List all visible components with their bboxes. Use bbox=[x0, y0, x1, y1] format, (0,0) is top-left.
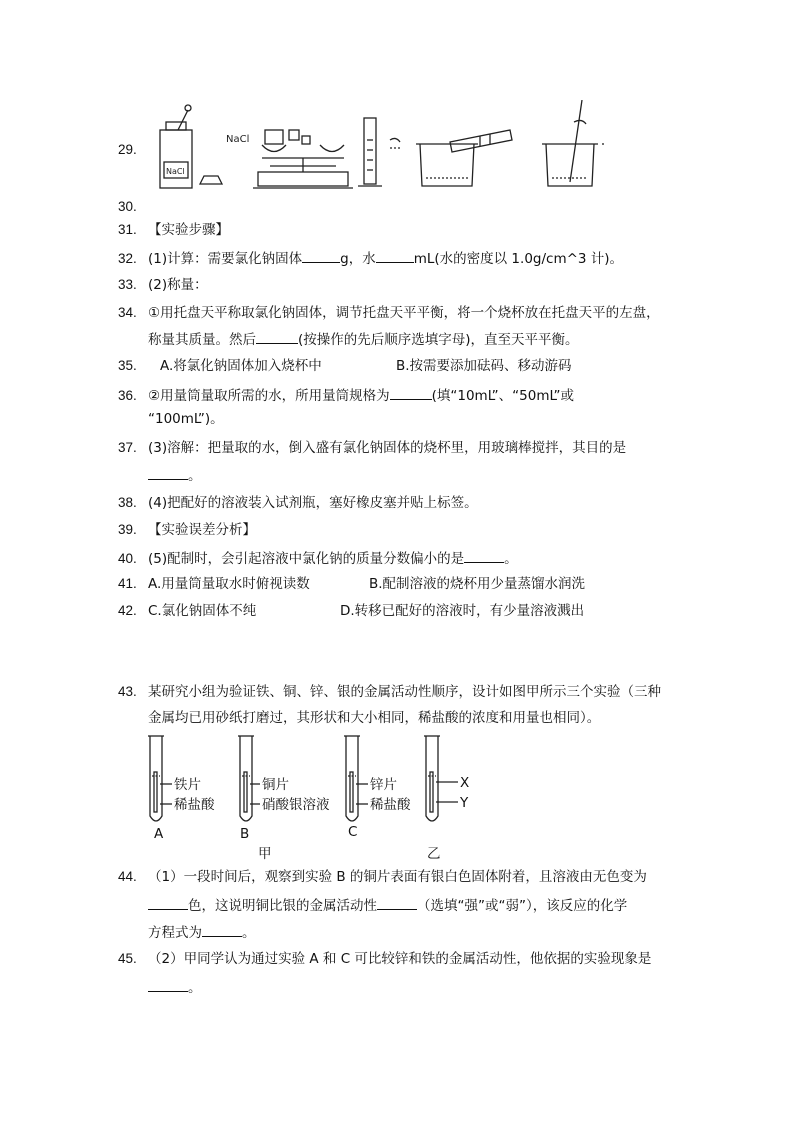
question-number: 39. bbox=[118, 522, 137, 537]
q36-continuation: “100mL”)。 bbox=[148, 411, 224, 427]
tube-b-metal: 铜片 bbox=[262, 777, 289, 793]
tube-a-letter: A bbox=[154, 826, 164, 842]
q45-continuation bbox=[148, 977, 202, 997]
question-number: 44. bbox=[118, 869, 137, 884]
line-text: (填“10mL”、“50mL”或 bbox=[431, 388, 574, 404]
q37-line bbox=[118, 439, 626, 457]
option-a: A.用量筒量取水时俯视读数 bbox=[148, 576, 310, 592]
line-text: 。 bbox=[188, 980, 202, 996]
question-number: 35. bbox=[118, 358, 137, 373]
question-number: 45. bbox=[118, 951, 137, 966]
q41-line bbox=[118, 575, 310, 593]
answer-blank[interactable] bbox=[464, 548, 504, 563]
option-b: B.按需要添加砝码、移动游码 bbox=[396, 358, 572, 374]
test-tube-c-icon bbox=[344, 736, 368, 821]
line-text: 。 bbox=[188, 468, 202, 484]
bottle-label: NaCl bbox=[166, 167, 185, 176]
question-number: 32. bbox=[118, 251, 137, 266]
beaker-stirring-icon bbox=[542, 100, 606, 186]
answer-blank[interactable] bbox=[148, 895, 188, 910]
line-text: mL(水的密度以 1.0g/cm^3 计)。 bbox=[413, 251, 624, 267]
test-tube-figure bbox=[140, 732, 480, 862]
line-text: (2)称量： bbox=[148, 277, 208, 293]
line-text: (3)溶解：把量取的水，倒入盛有氯化钠固体的烧杯里，用玻璃棒搅拌，其目的是 bbox=[148, 440, 627, 456]
question-number: 40. bbox=[118, 551, 137, 566]
line-text: ②用量筒量取所需的水，所用量筒规格为 bbox=[148, 388, 390, 404]
section-heading: 【实验误差分析】 bbox=[148, 522, 256, 538]
q44-continuation-2 bbox=[148, 922, 256, 942]
tube-c-solution: 稀盐酸 bbox=[370, 797, 411, 813]
q32-line bbox=[118, 248, 623, 268]
answer-blank[interactable] bbox=[390, 385, 432, 400]
line-text: g，水 bbox=[340, 251, 376, 267]
question-number: 30. bbox=[118, 199, 137, 214]
question-number: 41. bbox=[118, 576, 137, 591]
option-c: C.氯化钠固体不纯 bbox=[148, 603, 257, 619]
question-number: 36. bbox=[118, 388, 137, 403]
line-text: （选填“强”或“弱”），该反应的化学 bbox=[417, 898, 628, 914]
q43-line bbox=[118, 683, 661, 701]
line-text: 色，这说明铜比银的金属活动性 bbox=[188, 898, 377, 914]
answer-blank[interactable] bbox=[256, 329, 298, 344]
option-d: D.转移已配好的溶液时，有少量溶液溅出 bbox=[340, 603, 585, 619]
answer-blank[interactable] bbox=[202, 922, 242, 937]
question-number: 38. bbox=[118, 495, 137, 510]
line-text: (4)把配好的溶液装入试剂瓶，塞好橡皮塞并贴上标签。 bbox=[148, 495, 478, 511]
q30-line bbox=[118, 198, 148, 216]
line-text: 。 bbox=[504, 551, 518, 567]
option-b: B.配制溶液的烧杯用少量蒸馏水润洗 bbox=[369, 576, 586, 592]
q31-line bbox=[118, 221, 229, 239]
q37-continuation bbox=[148, 465, 202, 485]
q36-line bbox=[118, 385, 574, 405]
question-number: 29. bbox=[118, 142, 137, 157]
q29-line bbox=[118, 141, 148, 159]
apparatus-figure bbox=[150, 100, 610, 195]
test-tube-b-icon bbox=[238, 736, 260, 821]
beaker-pouring-icon bbox=[416, 130, 512, 186]
line-text: (1)计算：需要氯化钠固体 bbox=[148, 251, 303, 267]
line-text: （1）一段时间后，观察到实验 B 的铜片表面有银白色固体附着，且溶液由无色变为 bbox=[148, 869, 647, 885]
q33-line bbox=[118, 276, 208, 294]
line-text: (5)配制时，会引起溶液中氯化钠的质量分数偏小的是 bbox=[148, 551, 465, 567]
tube-yi-y-label: Y bbox=[460, 795, 469, 811]
question-number: 33. bbox=[118, 277, 137, 292]
tube-a-metal: 铁片 bbox=[174, 777, 201, 793]
answer-blank[interactable] bbox=[302, 248, 340, 263]
tube-c-metal: 锌片 bbox=[370, 777, 397, 793]
balance-nacl-label: NaCl bbox=[226, 134, 250, 145]
option-a: A.将氯化钠固体加入烧杯中 bbox=[160, 358, 322, 374]
q44-line bbox=[118, 868, 647, 886]
tube-c-letter: C bbox=[348, 824, 358, 840]
line-text: 。 bbox=[242, 925, 256, 941]
answer-blank[interactable] bbox=[377, 895, 417, 910]
line-text: ①用托盘天平称取氯化钠固体，调节托盘天平平衡，将一个烧杯放在托盘天平的左盘， bbox=[148, 305, 660, 321]
question-number: 37. bbox=[118, 440, 137, 455]
answer-blank[interactable] bbox=[148, 977, 188, 992]
q34-continuation bbox=[148, 329, 579, 349]
caption-jia: 甲 bbox=[258, 846, 272, 862]
q39-line bbox=[118, 521, 256, 539]
question-number: 31. bbox=[118, 222, 137, 237]
caption-yi: 乙 bbox=[427, 846, 441, 862]
tube-yi-x-label: X bbox=[460, 775, 470, 791]
test-tube-a-icon bbox=[148, 736, 172, 821]
answer-blank[interactable] bbox=[148, 465, 188, 480]
question-number: 34. bbox=[118, 305, 137, 320]
test-tube-yi-icon bbox=[424, 736, 458, 821]
q34-line bbox=[118, 304, 660, 322]
q35-line bbox=[118, 357, 322, 375]
line-text: 某研究小组为验证铁、铜、锌、银的金属活动性顺序，设计如图甲所示三个实验（三种 bbox=[148, 684, 661, 700]
q45-line bbox=[118, 950, 651, 968]
line-text: （2）甲同学认为通过实验 A 和 C 可比较锌和铁的金属活动性，他依据的实验现象是 bbox=[148, 951, 652, 967]
q42-line bbox=[118, 602, 256, 620]
question-number: 43. bbox=[118, 684, 137, 699]
tube-b-solution: 硝酸银溶液 bbox=[262, 797, 330, 813]
graduated-cylinder-icon bbox=[358, 118, 400, 186]
tube-a-solution: 稀盐酸 bbox=[174, 797, 215, 813]
answer-blank[interactable] bbox=[376, 248, 414, 263]
tube-b-letter: B bbox=[240, 826, 250, 842]
stopper-icon bbox=[200, 176, 222, 184]
line-text: 方程式为 bbox=[148, 925, 202, 941]
q43-continuation: 金属均已用砂纸打磨过，其形状和大小相同，稀盐酸的浓度和用量也相同）。 bbox=[148, 710, 601, 726]
line-text: (按操作的先后顺序选填字母)，直至天平平衡。 bbox=[298, 332, 579, 348]
line-text: 称量其质量。然后 bbox=[148, 332, 256, 348]
q44-continuation bbox=[148, 895, 627, 915]
q40-line bbox=[118, 548, 518, 568]
q38-line bbox=[118, 494, 478, 512]
section-heading: 【实验步骤】 bbox=[148, 222, 229, 238]
question-number: 42. bbox=[118, 603, 137, 618]
balance-icon bbox=[253, 130, 353, 188]
